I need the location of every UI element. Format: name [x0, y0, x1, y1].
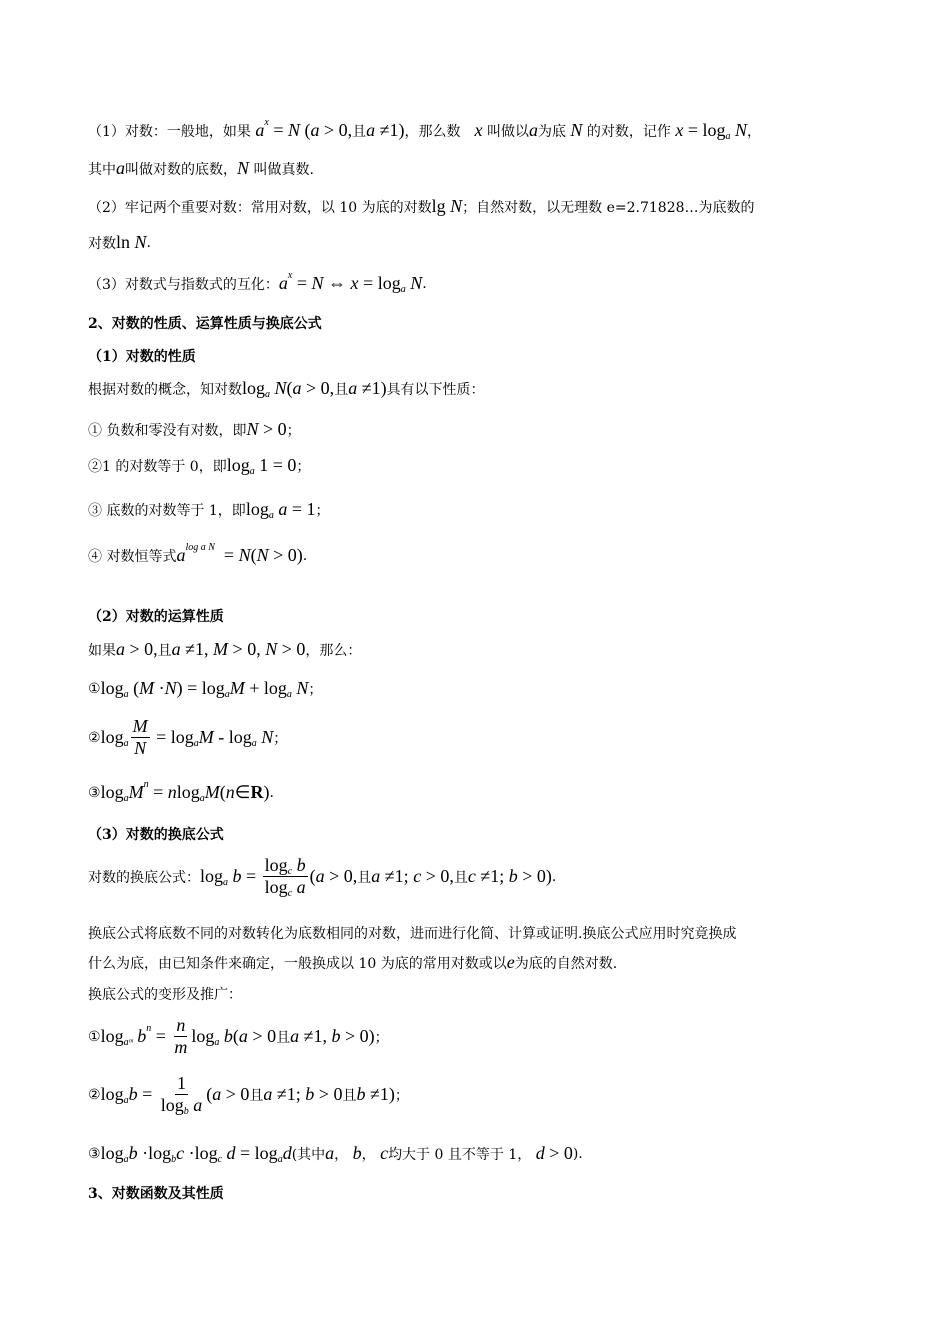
math-run: c: [413, 866, 422, 886]
text-run: 且: [276, 1029, 291, 1046]
math-run: b: [508, 866, 518, 886]
math-run: a: [310, 120, 320, 140]
math-run: a: [366, 120, 376, 140]
math-run: M: [139, 678, 155, 698]
math-run: log: [191, 1026, 215, 1046]
text-run: ，: [747, 123, 762, 140]
math-run: log: [242, 378, 266, 398]
math-run: b: [352, 1143, 362, 1163]
math-run: a: [265, 389, 271, 400]
math-run: a: [278, 273, 288, 293]
math-run: N: [256, 727, 274, 747]
math-run: x: [264, 117, 269, 128]
denominator: [263, 877, 308, 898]
math-run: a: [292, 877, 306, 897]
math-run: log: [264, 877, 288, 897]
math-run: =: [137, 1084, 157, 1104]
math-run: a: [290, 1026, 300, 1046]
text-run: ，: [361, 1146, 381, 1163]
math-run: ·: [154, 678, 165, 698]
text-run: 3、对数函数及其性质: [88, 1186, 224, 1202]
math-run: a: [123, 689, 129, 700]
math-run: log: [264, 855, 288, 875]
math-run: > 0: [544, 1143, 573, 1163]
text-run: ③: [88, 1145, 101, 1162]
math-run: > 0,: [228, 639, 266, 659]
denominator: [172, 1037, 189, 1058]
text-run: 叫做真数.: [249, 161, 314, 178]
math-run: ≠1;: [475, 866, 509, 886]
text-run: 且: [352, 123, 367, 140]
math-run: b: [305, 1084, 315, 1104]
math-run: a: [315, 866, 325, 886]
math-run: N: [570, 120, 583, 140]
math-run: a: [286, 689, 292, 700]
math-run: ·log: [184, 1143, 218, 1163]
math-run: b: [292, 855, 306, 875]
math-run: a: [325, 1143, 335, 1163]
math-run: =: [148, 782, 168, 802]
math-run: a: [292, 378, 302, 398]
math-run: > 0,: [421, 866, 454, 886]
fraction: [131, 716, 150, 759]
math-run: ·log: [137, 1143, 172, 1163]
paragraph-line: [88, 270, 427, 295]
math-run: m: [174, 1037, 188, 1057]
text-run: .: [302, 547, 308, 564]
math-run: log: [100, 1026, 124, 1046]
numerator: [174, 1015, 187, 1037]
math-run: log a N: [185, 542, 215, 553]
math-run: a: [116, 639, 125, 659]
math-run: ≠1;: [380, 866, 414, 886]
text-run: .: [422, 275, 427, 292]
math-run: log: [160, 1095, 184, 1115]
math-run: =: [241, 866, 261, 886]
paragraph-line: [88, 378, 485, 399]
math-run: N: [256, 545, 269, 565]
text-run: ②: [88, 729, 101, 746]
subsection-heading: [88, 824, 224, 844]
text-run: ①: [88, 680, 101, 697]
math-run: log: [100, 782, 124, 802]
math-run: b: [128, 1143, 138, 1163]
text-run: ④ 对数恒等式: [88, 548, 177, 565]
paragraph-line: [88, 499, 329, 520]
section-heading: [88, 313, 322, 333]
paragraph-line: [88, 196, 755, 217]
text-run: ；自然对数，以无理数 e=2.71828…为底数的: [462, 199, 755, 216]
math-run: a: [123, 1095, 129, 1106]
text-run: ；: [308, 681, 323, 698]
math-run: (: [219, 782, 226, 802]
math-run: = log: [235, 1143, 278, 1163]
denominator: [159, 1095, 205, 1116]
text-run: ③: [88, 784, 101, 801]
math-run: a: [348, 378, 358, 398]
fraction: [172, 1015, 189, 1058]
math-run: a: [193, 738, 199, 749]
math-run: log: [100, 1143, 124, 1163]
math-run: c: [467, 866, 476, 886]
paragraph-line: [88, 419, 301, 440]
math-run: a: [251, 738, 257, 749]
math-run: N: [730, 120, 748, 140]
math-run: M: [132, 716, 148, 736]
math-run: a: [123, 738, 129, 749]
math-run: > 0,: [324, 866, 358, 886]
math-run: > 0): [340, 1026, 375, 1046]
paragraph-line: [88, 1073, 409, 1116]
paragraph-line: [88, 923, 736, 943]
math-run: n: [143, 779, 149, 790]
text-run: ③ 底数的对数等于 1，即: [88, 502, 246, 519]
text-run: ②: [88, 1086, 101, 1103]
math-run: ≠1): [365, 1084, 395, 1104]
math-run: (: [206, 1084, 213, 1104]
math-run: b: [356, 1084, 366, 1104]
math-run: log: [245, 499, 269, 519]
text-run: ；: [374, 1029, 389, 1046]
text-run: ；: [394, 1087, 409, 1104]
text-run: 且: [157, 642, 172, 659]
paragraph-line: [88, 1143, 583, 1164]
math-run: =: [214, 545, 239, 565]
math-run: N: [265, 639, 278, 659]
math-run: N: [270, 378, 287, 398]
math-run: a: [263, 1084, 273, 1104]
math-run: log: [100, 727, 124, 747]
text-run: （2）牢记两个重要对数：常用对数，以 10 为底的对数: [88, 199, 432, 216]
numerator: [131, 716, 150, 738]
math-run: n: [167, 782, 177, 802]
math-run: a: [188, 1095, 203, 1115]
math-run: (: [286, 378, 293, 398]
text-run: 对数的换底公式：: [88, 869, 200, 886]
math-run: a: [224, 689, 230, 700]
math-run: (: [250, 545, 257, 565]
text-run: 什么为底，由已知条件来确定，一般换成以 10 为底的常用对数或以: [88, 955, 507, 972]
math-run: N: [405, 273, 423, 293]
math-run: a: [249, 466, 255, 477]
math-run: c: [217, 1154, 223, 1165]
text-run: .: [551, 868, 557, 885]
text-run: ；: [315, 502, 330, 519]
math-run: > 0,: [301, 378, 335, 398]
paragraph-line: [88, 455, 310, 476]
math-run: N: [246, 419, 259, 439]
paragraph-line: [88, 716, 287, 759]
text-run: 2、对数的性质、运算性质与换底公式: [88, 316, 322, 332]
math-run: (: [299, 120, 311, 140]
text-run: （2）对数的运算性质: [88, 609, 224, 625]
math-run: > 0): [517, 866, 552, 886]
text-run: ，那么：: [305, 642, 362, 659]
math-run: =: [268, 120, 288, 140]
math-run: a: [268, 510, 274, 521]
math-run: x: [474, 120, 483, 140]
text-run: 且: [453, 869, 468, 886]
math-run: d: [282, 1143, 292, 1163]
text-run: 根据对数的概念，知对数: [88, 381, 242, 398]
math-run: (: [128, 678, 140, 698]
text-run: （1）对数：一般地，如果: [88, 123, 256, 140]
math-run: ≠1,: [180, 639, 214, 659]
text-run: .: [269, 784, 274, 801]
fraction: [159, 1073, 205, 1116]
math-run: > 0,: [319, 120, 353, 140]
text-run: （1）对数的性质: [88, 349, 196, 365]
math-run: > 0: [247, 1026, 277, 1046]
math-run: N: [134, 738, 147, 758]
text-run: 对数: [88, 235, 116, 252]
text-run: 叫做对数的底数，: [125, 161, 237, 178]
math-run: ): [263, 782, 270, 802]
text-run: 换底公式的变形及推广：: [88, 987, 242, 1003]
math-run: ∈: [234, 782, 251, 802]
math-run: = 1: [287, 499, 316, 519]
math-run: = log: [358, 273, 401, 293]
math-run: N: [291, 678, 309, 698]
paragraph-line: [88, 232, 151, 253]
math-run: N: [287, 120, 300, 140]
math-run: > 0: [258, 419, 287, 439]
paragraph-line: [88, 542, 308, 566]
math-run: n: [176, 1015, 186, 1035]
math-run: ⇔: [323, 273, 351, 293]
math-run: a: [123, 1154, 129, 1165]
math-run: a: [123, 793, 129, 804]
math-run: n: [146, 1023, 152, 1034]
text-run: 具有以下性质：: [386, 381, 485, 398]
math-run: a: [116, 158, 125, 178]
paragraph-line: [88, 855, 556, 898]
text-run: ①: [88, 1028, 101, 1045]
math-run: M: [204, 782, 220, 802]
text-run: 叫做以: [482, 123, 529, 140]
math-run: x: [287, 270, 293, 281]
math-run: N: [237, 158, 250, 178]
math-run: N: [311, 273, 324, 293]
paragraph-line: [88, 779, 274, 804]
math-run: a: [171, 639, 181, 659]
text-run: ；: [286, 422, 301, 439]
math-run: (: [309, 866, 316, 886]
math-run: > 0: [221, 1084, 250, 1104]
math-run: M: [128, 782, 144, 802]
math-run: =: [292, 273, 312, 293]
math-run: 1: [176, 1073, 186, 1093]
math-run: log: [100, 1084, 124, 1104]
math-run: M: [213, 639, 229, 659]
math-run: > 0: [277, 639, 306, 659]
numerator: [263, 855, 308, 877]
paragraph-line: [88, 952, 617, 973]
math-run: ≠1;: [272, 1084, 306, 1104]
text-run: 均大于 0 且不等于 1，: [388, 1146, 536, 1163]
math-run: 1 = 0: [254, 455, 297, 475]
text-run: 的对数，记作: [582, 123, 676, 140]
math-run: c: [287, 866, 293, 877]
paragraph-line: [88, 117, 762, 142]
denominator: [132, 738, 148, 759]
math-run: a: [238, 1026, 248, 1046]
math-run: - log: [213, 727, 252, 747]
text-run: .: [146, 234, 151, 251]
section-heading: [88, 1183, 224, 1203]
math-run: a: [725, 131, 731, 142]
text-run: 如果: [88, 642, 116, 659]
math-run: a: [400, 284, 406, 295]
math-run: d: [535, 1143, 545, 1163]
math-run: R: [250, 782, 264, 802]
text-run: 为底的自然对数.: [514, 955, 618, 972]
math-run: ≠1): [375, 120, 405, 140]
subsection-heading: [88, 346, 196, 366]
math-run: ) = log: [176, 678, 225, 698]
math-run: a: [371, 866, 381, 886]
math-run: b: [183, 1106, 189, 1117]
math-run: e: [506, 952, 515, 972]
math-run: a: [214, 1037, 220, 1048]
math-run: c: [380, 1143, 389, 1163]
text-run: ① 负数和零没有对数，即: [88, 422, 247, 439]
math-run: ≠1,: [299, 1026, 332, 1046]
math-run: log: [100, 678, 124, 698]
math-run: N: [450, 196, 463, 216]
text-run: ；: [296, 458, 311, 475]
subsection-heading: [88, 606, 224, 626]
math-run: b: [171, 1154, 177, 1165]
math-run: + log: [244, 678, 287, 698]
math-run: lg: [431, 196, 451, 216]
math-run: x: [675, 120, 684, 140]
math-run: log: [226, 455, 250, 475]
math-run: c: [287, 888, 293, 899]
text-run: （3）对数式与指数式的互化：: [88, 276, 279, 293]
math-run: a: [277, 1154, 283, 1165]
math-run: b: [228, 866, 242, 886]
paragraph-line: [88, 678, 322, 699]
text-run: 且: [342, 1087, 357, 1104]
math-run: x: [350, 273, 359, 293]
math-run: a: [273, 499, 288, 519]
math-run: a: [199, 793, 205, 804]
math-run: M: [198, 727, 214, 747]
math-run: b: [128, 1084, 138, 1104]
math-run: N: [164, 678, 177, 698]
text-run: 为底: [537, 123, 571, 140]
math-run: ≠1): [357, 378, 387, 398]
math-run: log: [176, 782, 200, 802]
math-run: a: [528, 120, 538, 140]
math-run: =: [151, 1026, 171, 1046]
text-run: 换底公式将底数不同的对数转化为底数相同的对数，进而进行化简、计算或证明.换底公式应用时究竟换成: [88, 926, 737, 942]
math-run: a: [255, 120, 265, 140]
paragraph-line: [88, 1015, 389, 1058]
math-run: a: [212, 1084, 222, 1104]
text-run: ).: [572, 1145, 583, 1162]
paragraph-line: [88, 984, 242, 1004]
math-run: > 0,: [125, 639, 158, 659]
text-run: 其中: [88, 161, 116, 178]
math-run: = log: [151, 727, 194, 747]
math-run: b: [219, 1026, 233, 1046]
fraction: [263, 855, 308, 898]
numerator: [175, 1073, 188, 1095]
text-run: 且: [357, 869, 372, 886]
math-run: > 0: [314, 1084, 343, 1104]
math-run: b: [132, 1026, 147, 1046]
math-run: a: [223, 877, 229, 888]
math-run: > 0): [268, 545, 303, 565]
math-run: c: [176, 1143, 185, 1163]
math-run: d: [222, 1143, 236, 1163]
math-run: N: [134, 232, 147, 252]
text-run: 且: [334, 381, 349, 398]
text-run: ；: [273, 730, 288, 747]
paragraph-line: [88, 639, 361, 660]
math-run: = log: [683, 120, 726, 140]
text-run: 且: [249, 1087, 264, 1104]
text-run: ，那么数: [404, 123, 475, 140]
math-run: n: [225, 782, 235, 802]
text-run: (其中: [291, 1146, 326, 1163]
math-run: a: [176, 545, 186, 565]
math-run: N: [238, 545, 251, 565]
math-run: log: [200, 866, 224, 886]
text-run: ②1 的对数等于 0，即: [88, 458, 227, 475]
math-run: aᵐ: [123, 1037, 133, 1048]
paragraph-line: [88, 158, 314, 179]
text-run: ，: [334, 1146, 353, 1163]
text-run: （3）对数的换底公式: [88, 827, 224, 843]
math-run: (: [232, 1026, 239, 1046]
math-run: b: [331, 1026, 341, 1046]
math-run: ln: [116, 232, 135, 252]
math-run: M: [229, 678, 245, 698]
